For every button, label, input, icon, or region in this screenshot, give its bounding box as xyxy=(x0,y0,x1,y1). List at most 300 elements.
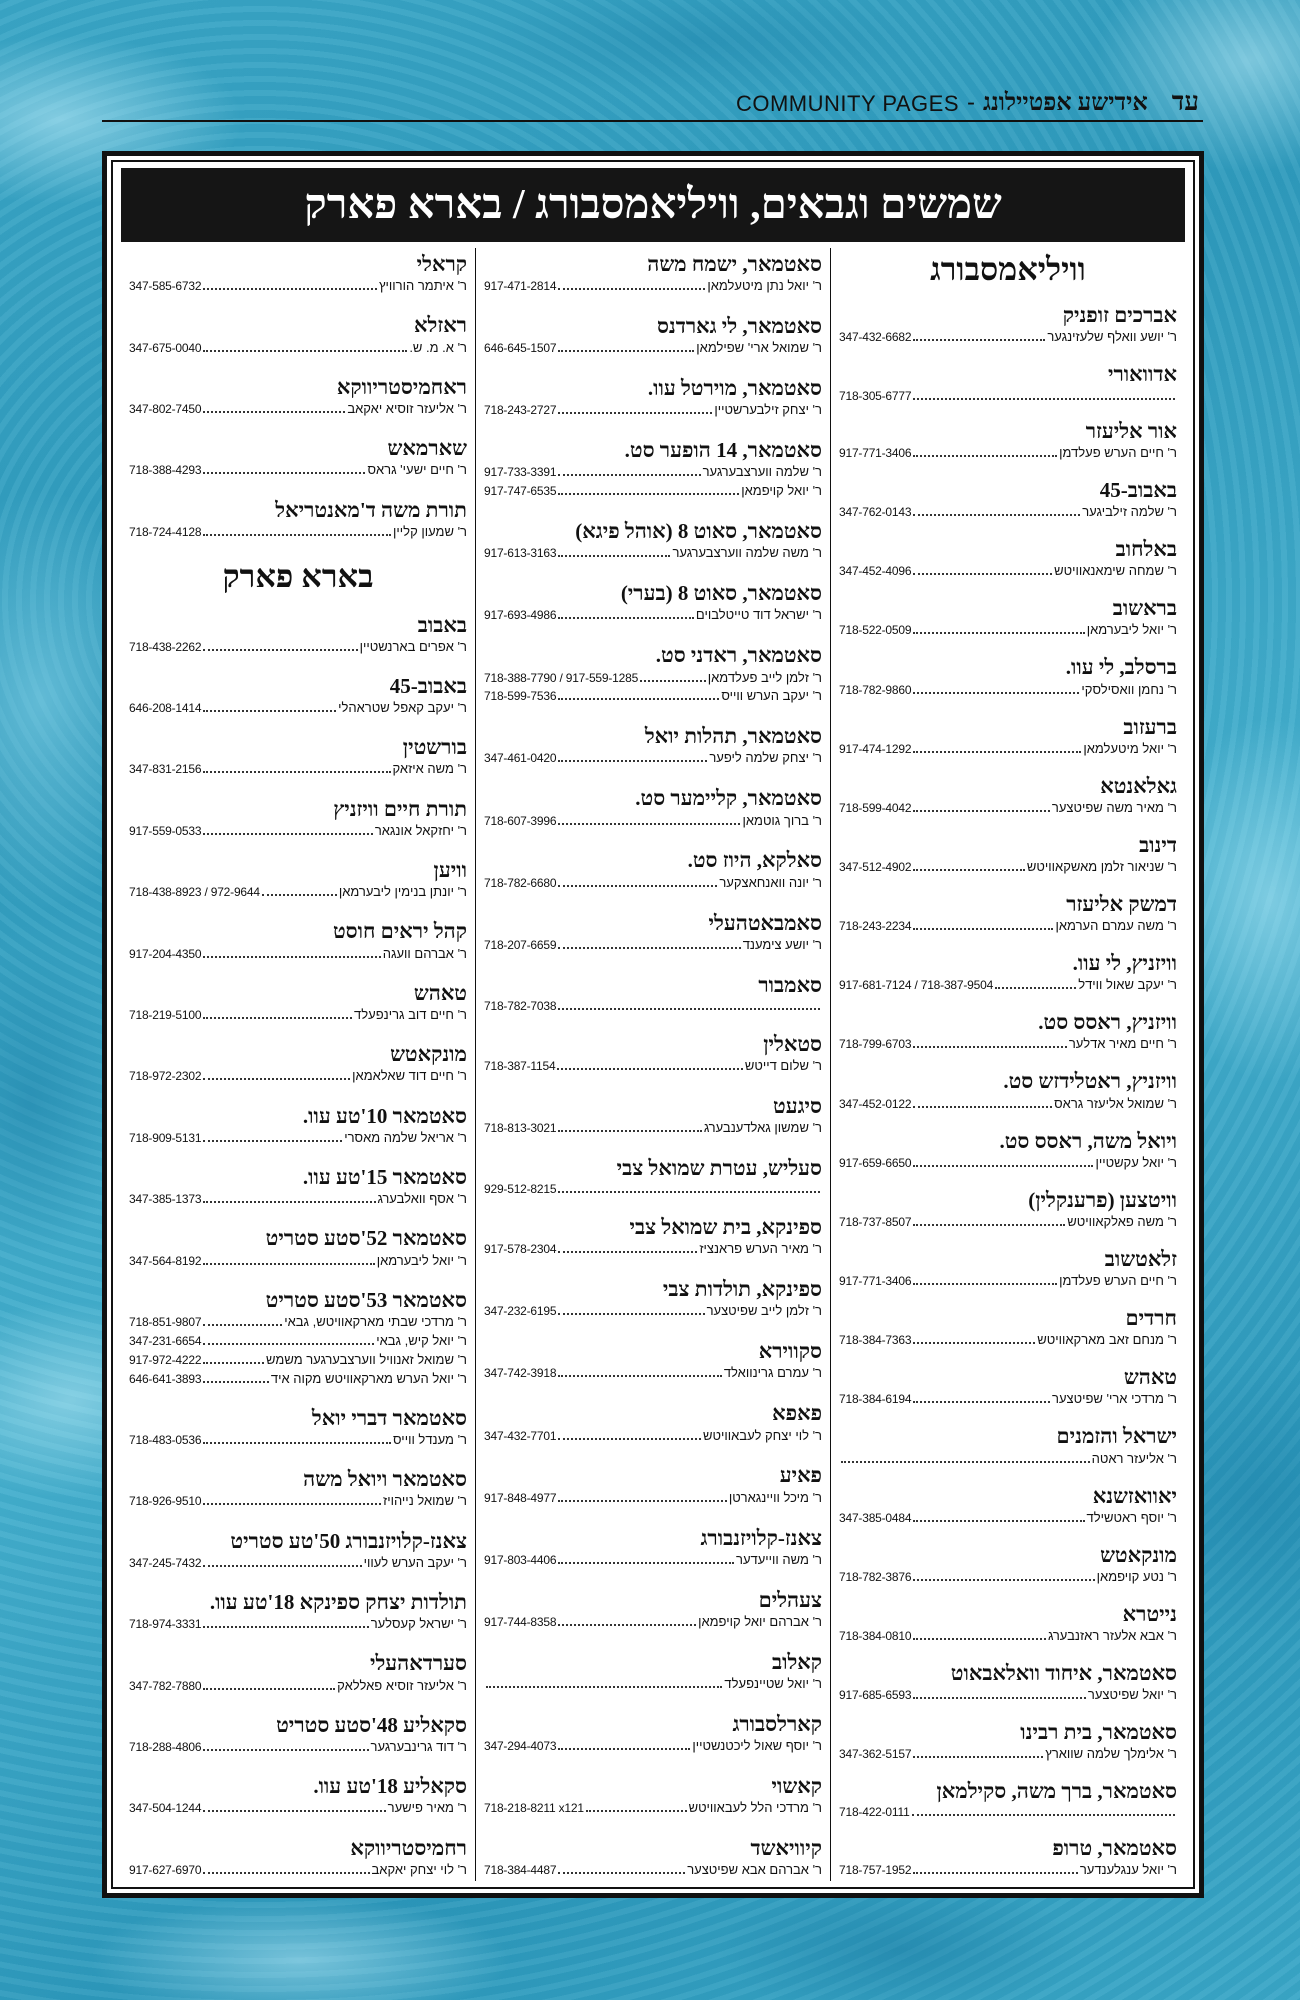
dot-leader xyxy=(558,1871,685,1874)
dot-leader xyxy=(203,1342,374,1345)
column-left xyxy=(121,248,476,1881)
contact-row xyxy=(129,1007,467,1024)
directory-entry xyxy=(839,1188,1177,1231)
directory-entry xyxy=(839,892,1177,935)
phone-number: 718-972-2302 xyxy=(129,1069,202,1084)
phone-number: 718-607-3996 xyxy=(484,813,557,828)
dot-leader xyxy=(203,533,391,536)
contact-name: ר' אברהם אבא שפיטצער xyxy=(687,1862,822,1878)
shul-name: סאטמאר, ברך משה, סקילמאן xyxy=(936,1779,1177,1804)
phone-number: 718-388-7790 / 917-559-1285 xyxy=(484,670,639,685)
directory-entry xyxy=(129,1406,467,1449)
contact-name: ר' איתמר הורוויץ xyxy=(378,278,467,294)
contact-name: ר' יחזקאל אונגאר xyxy=(374,822,467,838)
shul-name: סאטמאר, סאוט 8 (אוהל פיגא) xyxy=(575,519,822,544)
column-middle xyxy=(476,248,831,1881)
contact-row xyxy=(484,1552,822,1569)
shul-name: יאוואזשנא xyxy=(1092,1483,1177,1508)
phone-number: 347-452-0122 xyxy=(839,1096,912,1111)
contact-row xyxy=(129,1314,467,1331)
contact-name: ר' חיים הערש פעלדמן xyxy=(1059,444,1177,460)
phone-number: 718-782-9860 xyxy=(839,682,912,697)
directory-entry xyxy=(484,1836,822,1879)
shul-name: קיוויאשד xyxy=(750,1835,822,1860)
contact-name: ר' חיים דוד שאלאמאן xyxy=(352,1068,467,1084)
shul-name: ראחמיסטריווקא xyxy=(336,374,467,399)
contact-row xyxy=(129,462,467,479)
shul-name: אדוואורי xyxy=(1107,362,1177,387)
phone-number: 347-461-0420 xyxy=(484,751,557,766)
phone-number: 347-231-6654 xyxy=(129,1333,202,1348)
dot-leader xyxy=(557,1067,742,1070)
contact-row xyxy=(839,1805,1177,1819)
contact-name: ר' חיים דוב גרינפעלד xyxy=(354,1006,467,1022)
shul-name: וויזניץ, ראסס סט. xyxy=(1038,1010,1177,1035)
contact-row xyxy=(839,1569,1177,1586)
contact-name: ר' יונתן בנימין ליבערמאן xyxy=(338,884,467,900)
phone-number: 718-243-2234 xyxy=(839,919,912,934)
dot-leader xyxy=(913,809,1050,812)
dot-leader xyxy=(558,287,705,290)
phone-number: 917-747-6535 xyxy=(484,484,557,499)
directory-entry xyxy=(129,981,467,1024)
contact-row xyxy=(839,859,1177,876)
contact-name: ר' שמואל זאנוויל ווערצבערגער משמש xyxy=(266,1351,467,1367)
phone-number: 917-613-3163 xyxy=(484,546,557,561)
directory-entry xyxy=(839,1129,1177,1172)
contact-name: ר' יצחק שלמה ליפער xyxy=(709,750,822,766)
phone-number: 718-909-5131 xyxy=(129,1130,202,1145)
neighborhood-heading: וויליאמסבורג xyxy=(930,251,1086,287)
dot-leader xyxy=(586,1809,687,1812)
contact-name: ר' מיכל וויינגארטן xyxy=(728,1489,822,1505)
phone-number: 718-243-2727 xyxy=(484,403,557,418)
contact-row xyxy=(484,1614,822,1631)
directory-entry xyxy=(484,1463,822,1506)
contact-name: ר' יוסף ראטשילד xyxy=(1086,1509,1177,1525)
shul-name: סאטמאר, קליימער סט. xyxy=(635,786,822,811)
dot-leader xyxy=(913,454,1057,457)
phone-number: 917-559-0533 xyxy=(129,823,202,838)
contact-name: ר' אריאל שלמה מאסרי xyxy=(344,1129,467,1145)
phone-number: 917-693-4986 xyxy=(484,608,557,623)
directory-entry xyxy=(129,1529,467,1572)
dot-leader xyxy=(913,1755,1043,1758)
shul-name: באבוב-45 xyxy=(389,673,467,698)
contact-name: ר' אליעזר זוסיא פאללאק xyxy=(337,1677,467,1693)
contact-name: ר' מנחם זאב מארקאוויטש xyxy=(1037,1332,1177,1348)
directory-entry xyxy=(484,581,822,624)
phone-number: 718-782-7038 xyxy=(484,998,557,1013)
dot-leader xyxy=(203,1748,368,1751)
directory-entry xyxy=(484,438,822,500)
contact-row xyxy=(839,800,1177,817)
contact-name: ר' אסף וואלבערג xyxy=(377,1191,467,1207)
contact-name: ר' יואל נתן מיטעלמאן xyxy=(707,278,822,294)
contact-name: ר' אברהם וועגה xyxy=(382,945,467,961)
contact-row xyxy=(839,977,1177,994)
phone-number: 347-742-3918 xyxy=(484,1366,557,1381)
phone-number: 718-388-4293 xyxy=(129,463,202,478)
shul-name: סאטמאר 15'טע עוו. xyxy=(302,1165,467,1190)
shul-name: סאמבאטהעלי xyxy=(708,910,822,935)
shul-name: סאטמאר, מוירטל עוו. xyxy=(647,376,822,401)
directory-entry xyxy=(839,478,1177,521)
directory-entry xyxy=(484,973,822,1013)
phone-number: 917-659-6650 xyxy=(839,1155,912,1170)
dot-leader xyxy=(558,473,700,476)
directory-entry xyxy=(839,362,1177,402)
phone-number: 718-974-3331 xyxy=(129,1617,202,1632)
contact-row xyxy=(839,1391,1177,1408)
directory-entry xyxy=(839,1247,1177,1290)
dot-leader xyxy=(913,1578,1094,1581)
contact-name: ר' נטע קויפמאן xyxy=(1096,1568,1177,1584)
directory-entry xyxy=(484,1156,822,1196)
contact-row xyxy=(839,1510,1177,1527)
shul-name: שארמאש xyxy=(387,436,467,461)
phone-number: 718-483-0536 xyxy=(129,1433,202,1447)
contact-name: ר' נחמן וואסילסקי xyxy=(1081,681,1177,697)
shul-name: סאטמאר, ראדני סט. xyxy=(655,643,822,668)
directory-entry xyxy=(129,1288,467,1388)
directory-entry xyxy=(129,436,467,479)
dot-leader xyxy=(203,410,345,413)
dot-leader xyxy=(558,1374,722,1377)
phone-number: 718-288-4806 xyxy=(129,1739,202,1754)
phone-number: 646-641-3893 xyxy=(129,1371,202,1386)
directory-entry xyxy=(129,613,467,656)
dot-leader xyxy=(558,759,707,762)
contact-name: ר' שמואל נייהויז xyxy=(383,1493,467,1509)
contact-name: ר' משה שלמה ווערצבערגער xyxy=(672,545,822,561)
phone-number: 917-471-2814 xyxy=(484,279,557,294)
contact-name: ר' יוסף שאול ליכטנשטיין xyxy=(692,1737,822,1753)
contact-row xyxy=(484,278,822,295)
contact-name: ר' מרדכי שבתי מארקאוויטש, גבאי xyxy=(284,1313,467,1329)
contact-name: ר' מרדכי ארי' שפיטצער xyxy=(1052,1391,1177,1407)
contact-row xyxy=(839,389,1177,403)
contact-row xyxy=(129,1352,467,1369)
title-bar xyxy=(121,168,1185,242)
directory-entry xyxy=(839,1306,1177,1349)
phone-number: 917-771-3406 xyxy=(839,1274,912,1289)
contact-row xyxy=(839,1451,1177,1468)
dot-leader xyxy=(203,1262,374,1265)
contact-name: ר' לוי יצחק יאקאב xyxy=(371,1861,467,1877)
directory-entry xyxy=(484,911,822,954)
directory-entry xyxy=(129,797,467,840)
phone-number: 718-724-4128 xyxy=(129,524,202,539)
directory-entry xyxy=(484,519,822,562)
dot-leader xyxy=(640,679,706,682)
dot-leader xyxy=(203,1564,361,1567)
directory-columns xyxy=(121,248,1185,1881)
shul-name: צעהלים xyxy=(758,1587,822,1612)
shul-name: מונקאטש xyxy=(1100,1542,1177,1567)
phone-number: 718-438-2262 xyxy=(129,639,202,654)
contact-row xyxy=(484,607,822,624)
phone-number: 718-218-8211 x121 xyxy=(484,1801,584,1816)
contact-row xyxy=(839,504,1177,521)
contact-name: ר' אלימלך שלמה שווארץ xyxy=(1045,1746,1177,1762)
contact-name: ר' מאיר הערש פראנציז xyxy=(699,1241,822,1257)
phone-number: 347-385-1373 xyxy=(129,1192,202,1207)
contact-name: ר' יושע וואלף שלעזינגער xyxy=(1047,329,1177,345)
contact-name: ר' שמעון קליין xyxy=(393,523,467,539)
dot-leader xyxy=(203,471,365,474)
dot-leader xyxy=(558,411,712,414)
shul-name: באבוב xyxy=(417,612,467,637)
shul-name: רחמיסטריווקא xyxy=(350,1835,467,1860)
phone-number: 347-782-7880 xyxy=(129,1678,202,1693)
shul-name: זלאטשוב xyxy=(1104,1246,1177,1271)
phone-number: 718-782-3876 xyxy=(839,1569,912,1584)
directory-inner-border xyxy=(111,160,1195,1889)
directory-entry xyxy=(129,919,467,962)
phone-number: 718-799-6703 xyxy=(839,1037,912,1052)
dot-leader xyxy=(913,1045,1066,1048)
contact-name: ר' זלמן לייב שפיטצער xyxy=(706,1303,822,1319)
contact-row xyxy=(839,563,1177,580)
dot-leader xyxy=(558,349,694,352)
dot-leader xyxy=(913,1164,1093,1167)
dot-leader xyxy=(558,822,740,825)
directory-entry xyxy=(129,674,467,717)
phone-number: 718-599-7536 xyxy=(484,689,557,704)
contact-row xyxy=(129,639,467,656)
directory-entry xyxy=(129,1590,467,1633)
contact-name: ר' יעקב הערש ווייס xyxy=(721,688,822,704)
page-number: עד xyxy=(1171,87,1199,116)
contact-name: ר' לוי יצחק לעבאוויטש xyxy=(703,1427,822,1443)
contact-row xyxy=(129,823,467,840)
contact-name: ר' מאיר פישער xyxy=(387,1800,467,1816)
contact-row xyxy=(484,1490,822,1507)
contact-name: ר' יואל קויפמאן xyxy=(741,483,822,499)
dot-leader xyxy=(558,1561,734,1564)
shul-name: ברעזוב xyxy=(1123,714,1177,739)
directory-entry xyxy=(484,1277,822,1320)
shul-name: תורת חיים וויזניץ xyxy=(333,796,467,821)
phone-number: 917-681-7124 / 718-387-9504 xyxy=(839,978,994,993)
shul-name: גאלאנטא xyxy=(1100,773,1177,798)
contact-name: ר' ברוך גוטמאן xyxy=(742,812,822,828)
shul-name: סאטמאר דברי יואל xyxy=(311,1405,467,1430)
contact-row xyxy=(129,278,467,295)
shul-name: אברכים זופניק xyxy=(1062,303,1177,328)
directory-entry xyxy=(484,1526,822,1569)
contact-name: ר' יצחק זילבערשטיין xyxy=(714,402,822,418)
dot-leader xyxy=(486,1685,722,1688)
shul-name: סאלקא, היוז סט. xyxy=(687,848,822,873)
directory-entry xyxy=(484,724,822,767)
contact-row xyxy=(484,1120,822,1137)
phone-number: 917-733-3391 xyxy=(484,465,557,480)
contact-name: ר' יעקב שאול ווידל xyxy=(1078,977,1177,993)
phone-number: 718-219-5100 xyxy=(129,1007,202,1022)
directory-entry xyxy=(484,1588,822,1631)
dot-leader xyxy=(558,1499,726,1502)
directory-entry xyxy=(484,643,822,705)
directory-entry xyxy=(839,1010,1177,1053)
directory-entry xyxy=(839,303,1177,346)
contact-row xyxy=(129,1678,467,1695)
neighborhood-heading: בארא פארק xyxy=(222,557,374,594)
directory-entry xyxy=(484,252,822,295)
directory-entry xyxy=(839,951,1177,994)
phone-number: 347-452-4096 xyxy=(839,564,912,579)
shul-name: סיגעט xyxy=(773,1093,822,1118)
contact-row xyxy=(129,1555,467,1572)
contact-name: ר' משה ווייעדער xyxy=(736,1551,822,1567)
contact-row xyxy=(839,1273,1177,1290)
contact-row xyxy=(839,1687,1177,1704)
section-title-yiddish: אידישע אפטיילונג xyxy=(983,90,1148,116)
contact-name: ר' חיים ישעי' גראס xyxy=(367,462,467,478)
directory-entry xyxy=(129,313,467,356)
shul-name: סאטמאר 10'טע עוו. xyxy=(302,1103,467,1128)
contact-row xyxy=(484,813,822,830)
directory-entry xyxy=(839,1365,1177,1408)
phone-number: 718-384-6194 xyxy=(839,1392,912,1407)
dot-leader xyxy=(913,750,1081,753)
shul-name: ישראל והזמנים xyxy=(1056,1424,1177,1449)
dot-leader xyxy=(995,986,1076,989)
dot-leader xyxy=(203,1016,352,1019)
phone-number: 718-384-7363 xyxy=(839,1333,912,1348)
shul-name: תורת משה ד'מאנטריאל xyxy=(275,497,467,522)
phone-number: 718-737-8507 xyxy=(839,1214,912,1229)
contact-name: ר' אפרים בארנשטיין xyxy=(359,638,467,654)
contact-name: ר' שמשון גאלדענבערג xyxy=(703,1120,822,1136)
phone-number: 646-208-1414 xyxy=(129,701,202,716)
phone-number: 718-851-9807 xyxy=(129,1314,202,1329)
contact-row xyxy=(484,999,822,1013)
contact-name: ר' שמחה שימאנאוויטש xyxy=(1054,563,1177,579)
phone-number: 718-438-8923 / 972-9644 xyxy=(129,885,260,900)
directory-entry xyxy=(484,1032,822,1075)
contact-name: ר' יואל ליבערמאן xyxy=(1086,622,1177,638)
phone-number: 347-675-0040 xyxy=(129,340,202,355)
dot-leader xyxy=(203,955,380,958)
shul-name: סקווירא xyxy=(758,1339,822,1364)
dot-leader xyxy=(203,287,377,290)
directory-frame xyxy=(102,151,1204,1898)
contact-row xyxy=(484,937,822,954)
contact-name: ר' שלום דייטש xyxy=(744,1057,822,1073)
contact-name: ר' שמואל אליעזר גראס xyxy=(1054,1095,1177,1111)
contact-name: ר' שמואל ארי' שפילמאן xyxy=(696,340,822,356)
dot-leader xyxy=(913,927,1053,930)
contact-name: ר' יואל עקשטיין xyxy=(1095,1154,1177,1170)
contact-row xyxy=(484,1862,822,1879)
dot-leader xyxy=(203,1871,369,1874)
dot-leader xyxy=(558,1623,696,1626)
dot-leader xyxy=(262,893,337,896)
dot-leader xyxy=(203,349,407,352)
dot-leader xyxy=(558,1437,701,1440)
shul-name: סאטמאר, סאוט 8 (בערי) xyxy=(620,581,822,606)
dot-leader xyxy=(913,1871,1077,1874)
directory-entry xyxy=(839,1602,1177,1645)
shul-name: סאטמאר, ישמח משה xyxy=(647,252,822,276)
phone-number: 917-771-3406 xyxy=(839,445,912,460)
shul-name: סאטמאר, טרופ xyxy=(1052,1835,1177,1860)
phone-number: 718-384-4487 xyxy=(484,1863,557,1878)
contact-name: ר' יעקב קאפל שטראהלי xyxy=(338,700,467,716)
shul-name: טאהש xyxy=(413,980,467,1005)
contact-row xyxy=(129,946,467,963)
contact-row xyxy=(484,670,822,687)
phone-number: 917-578-2304 xyxy=(484,1242,557,1257)
contact-row xyxy=(839,682,1177,699)
shul-name: סאטמאר 52'סטע סטריט xyxy=(265,1226,467,1251)
directory-entry xyxy=(129,375,467,418)
contact-row xyxy=(839,1862,1177,1879)
shul-name: באבוב-45 xyxy=(1099,477,1177,502)
contact-row xyxy=(839,1332,1177,1349)
contact-row xyxy=(129,700,467,717)
phone-number: 917-803-4406 xyxy=(484,1552,557,1567)
contact-row xyxy=(839,329,1177,346)
contact-row xyxy=(129,761,467,778)
directory-entry xyxy=(839,774,1177,817)
contact-row xyxy=(129,1130,467,1147)
directory-entry xyxy=(129,1651,467,1694)
directory-entry xyxy=(129,1467,467,1510)
phone-number: 718-384-0810 xyxy=(839,1629,912,1643)
contact-row xyxy=(484,1182,822,1196)
dot-leader xyxy=(558,616,694,619)
shul-name: קארלסבורג xyxy=(732,1711,822,1736)
directory-entry xyxy=(484,314,822,357)
header-separator: - xyxy=(967,89,976,116)
shul-name: סאמבור xyxy=(758,972,822,997)
shul-name: תולדות יצחק ספינקא 18'טע עוו. xyxy=(209,1590,467,1615)
shul-name: ספינקא, בית שמואל צבי xyxy=(629,1215,822,1240)
contact-name: ר' חיים הערש פעלדמן xyxy=(1059,1273,1177,1289)
contact-row xyxy=(839,445,1177,462)
shul-name: סאטמאר ויואל משה xyxy=(303,1467,467,1492)
directory-entry xyxy=(484,1712,822,1755)
phone-number: 917-848-4977 xyxy=(484,1490,557,1505)
contact-row xyxy=(484,1676,822,1693)
dot-leader xyxy=(203,1809,385,1812)
shul-name: צאנז-קלויזנבורג xyxy=(700,1525,822,1550)
contact-row xyxy=(484,340,822,357)
phone-number: 718-926-9510 xyxy=(129,1494,202,1509)
dot-leader xyxy=(558,492,739,495)
shul-name: סעליש, עטרת שמואל צבי xyxy=(616,1155,822,1180)
contact-name: ר' אבא אלעזר ראזנבערג xyxy=(1048,1628,1177,1643)
directory-entry xyxy=(484,1401,822,1444)
phone-number: 347-512-4902 xyxy=(839,859,912,874)
shul-name: סאטמאר 53'סטע סטריט xyxy=(265,1287,467,1312)
shul-name: ברסלב, לי עוו. xyxy=(1065,655,1177,680)
shul-name: נייטרא xyxy=(1122,1601,1177,1626)
contact-name: ר' אברהם יואל קויפמאן xyxy=(698,1613,822,1629)
contact-row xyxy=(129,401,467,418)
contact-name: ר' חיים מאיר אדלער xyxy=(1068,1036,1177,1052)
phone-number: 718-599-4042 xyxy=(839,800,912,815)
contact-row xyxy=(484,483,822,500)
contact-name: ר' עמרם גרינוואלד xyxy=(723,1365,822,1381)
contact-name: ר' משה פאלקאוויטש xyxy=(1067,1213,1177,1229)
phone-number: 917-474-1292 xyxy=(839,741,912,756)
shul-name: דמשק אליעזר xyxy=(1066,891,1177,916)
contact-name: ר' יושע צימענד xyxy=(742,936,822,952)
